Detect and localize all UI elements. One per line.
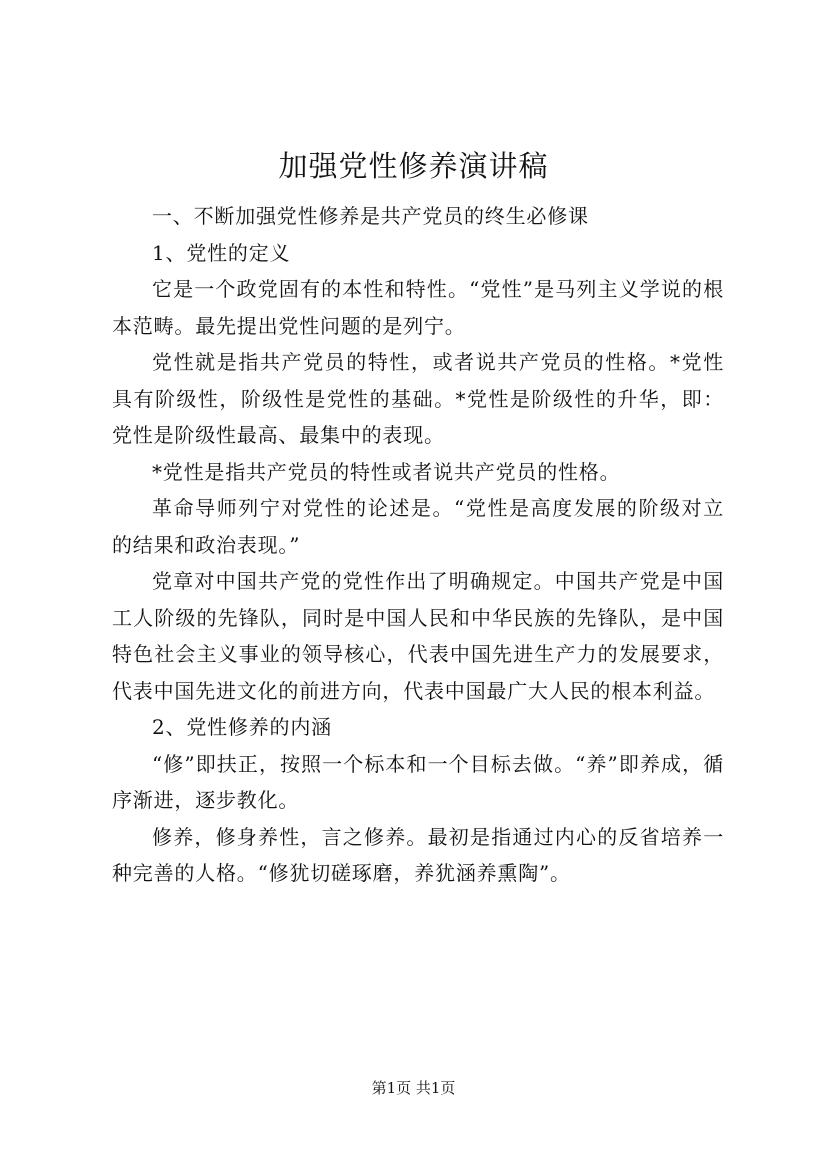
paragraph-section-heading: 一、不断加强党性修养是共产党员的终生必修课 xyxy=(152,204,589,228)
document-title: 加强党性修养演讲稿 xyxy=(278,149,549,183)
paragraph-subheading-definition: 1、党性的定义 xyxy=(152,240,291,265)
page-footer: 第1页 共1页 xyxy=(371,1079,456,1097)
paragraph: 修养，修身养性，言之修养。最初是指通过内心的反省培养一种完善的人格。“修犹切磋琢磨，养犹涵养熏陶”。 xyxy=(112,824,724,885)
paragraph: 党章对中国共产党的党性作出了明确规定。中国共产党是中国工人阶级的先锋队，同时是中国人民和中华民族的先锋队，是中国特色社会主义事业的领导核心，代表中国先进生产力的发展要求，代表中国先进文化的前进方向，代表中国最广大人民的根本利益。 xyxy=(112,569,724,703)
paragraph: *党性是指共产党员的特性或者说共产党员的性格。 xyxy=(152,459,621,484)
paragraph-subheading-connotation: 2、党性修养的内涵 xyxy=(152,715,332,739)
paragraph: 革命导师列宁对党性的论述是。“党性是高度发展的阶级对立的结果和政治表现。” xyxy=(112,496,724,557)
paragraph: “修”即扶正，按照一个标本和一个目标去做。“养”即养成，循序渐进，逐步教化。 xyxy=(112,751,724,812)
paragraph: 它是一个政党固有的本性和特性。“党性”是马列主义学说的根本范畴。最先提出党性问题的是列宁。 xyxy=(112,277,724,338)
document-body xyxy=(112,198,724,892)
paragraph: 党性就是指共产党员的特性，或者说共产党员的性格。*党性具有阶级性，阶级性是党性的基础。*党性是阶级性的升华，即：党性是阶级性最高、最集中的表现。 xyxy=(112,350,724,447)
